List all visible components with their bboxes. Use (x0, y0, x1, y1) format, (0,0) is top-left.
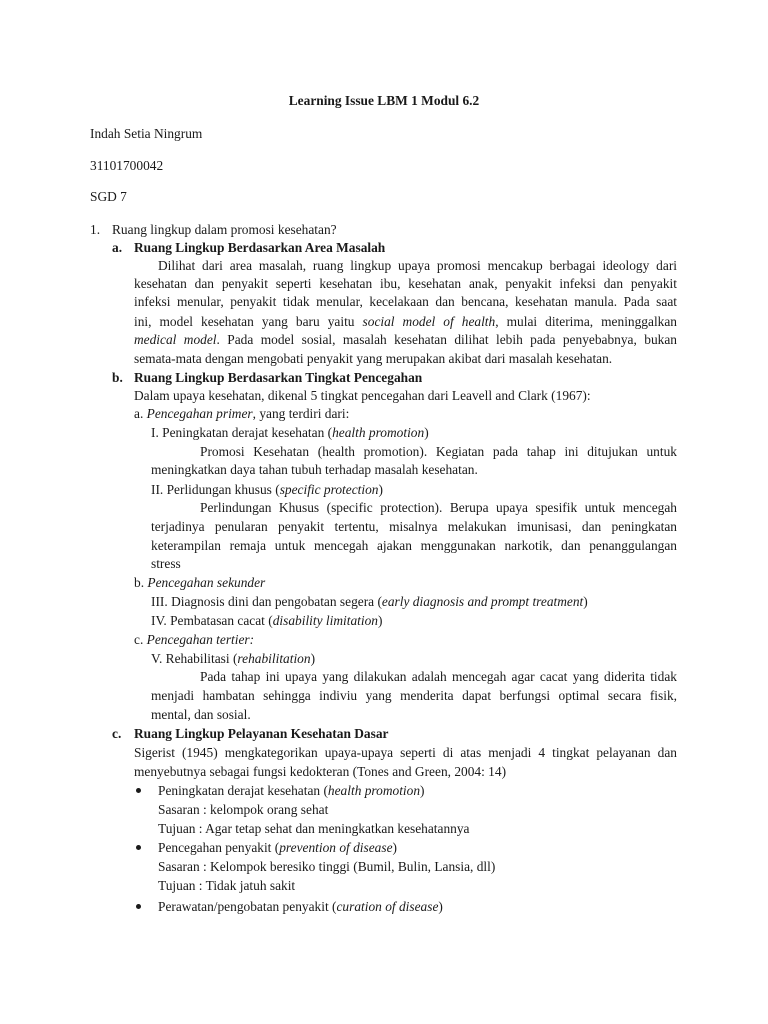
section-a-paragraph-line: ini, model kesehatan yang baru yaitu social model of health, mulai diterima, meninggalkan (134, 314, 677, 329)
question-text: Ruang lingkup dalam promosi kesehatan? (112, 222, 337, 237)
secondary-prevention-label: b. Pencegahan sekunder (134, 575, 266, 590)
section-b-intro: Dalam upaya kesehatan, dikenal 5 tingkat pencegahan dari Leavell and Clark (1967): (134, 388, 591, 403)
document-title: Learning Issue LBM 1 Modul 6.2 (288, 93, 480, 108)
level-iv-item: IV. Pembatasan cacat (disability limitation) (151, 613, 383, 628)
study-group: SGD 7 (90, 189, 127, 204)
level-v-item: V. Rehabilitasi (rehabilitation) (151, 651, 316, 666)
bullet-icon (136, 788, 141, 793)
section-b-heading: Ruang Lingkup Berdasarkan Tingkat Pencegahan (134, 370, 423, 385)
section-c-intro-line: menyebutnya sebagai fungsi kedokteran (Tones and Green, 2004: 14) (134, 764, 507, 779)
section-a-paragraph-line: kesehatan dan penyakit seperti kesehatan ibu, kesehatan anak, penyakit infeksi dan penyakit (134, 276, 677, 291)
section-a-marker: a. (112, 240, 123, 255)
level-iii-item: III. Diagnosis dini dan pengobatan segera (early diagnosis and prompt treatment) (151, 594, 588, 609)
service-item-curation: Perawatan/pengobatan penyakit (curation of disease) (158, 899, 443, 914)
student-id: 31101700042 (90, 158, 164, 173)
section-b-marker: b. (112, 370, 123, 385)
primary-prevention-label: a. Pencegahan primer, yang terdiri dari: (134, 406, 350, 421)
level-i-description-line: Promosi Kesehatan (health promotion). Kegiatan pada tahap ini ditujukan untuk (200, 444, 677, 459)
level-ii-description-line: keterampilan remaja untuk mencegah ajakan menggunakan narkotik, dan penanggulangan (151, 538, 677, 553)
level-ii-description-line: terjadinya penularan penyakit tertentu, misalnya melakukan imunisasi, dan peningkatan (151, 519, 677, 534)
bullet-icon (136, 904, 141, 909)
bullet-icon (136, 845, 141, 850)
level-i-item: I. Peningkatan derajat kesehatan (health promotion) (151, 425, 429, 440)
level-v-description-line: mental, dan sosial. (151, 707, 251, 722)
level-ii-description-line: Perlindungan Khusus (specific protection). Berupa upaya spesifik untuk mencegah (200, 500, 677, 515)
author-name: Indah Setia Ningrum (90, 126, 203, 141)
section-c-marker: c. (112, 726, 122, 741)
section-a-paragraph-line: infeksi menular, penyakit tidak menular, kecelakaan dan bencana, kesehatan manula. Pada saat (134, 294, 677, 309)
level-ii-item: II. Perlidungan khusus (specific protection) (151, 482, 383, 497)
section-a-paragraph-line: semata-mata dengan mengobati penyakit yang merupakan akibat dari masalah kesehatan. (134, 351, 613, 366)
level-v-description-line: menjadi hambatan sehingga indiviu yang menderita dapat berfungsi optimal secara fisik, (151, 688, 677, 703)
section-a-paragraph-line: medical model. Pada model sosial, masalah kesehatan dilihat lebih pada penyebabnya, bukan (134, 332, 677, 347)
service-goal: Tujuan : Agar tetap sehat dan meningkatkan kesehatannya (158, 821, 470, 836)
section-c-heading: Ruang Lingkup Pelayanan Kesehatan Dasar (134, 726, 389, 741)
service-item-prevention: Pencegahan penyakit (prevention of disease) (158, 840, 397, 855)
service-item-promotion: Peningkatan derajat kesehatan (health promotion) (158, 783, 425, 798)
service-target: Sasaran : Kelompok beresiko tinggi (Bumil, Bulin, Lansia, dll) (158, 859, 496, 874)
section-a-heading: Ruang Lingkup Berdasarkan Area Masalah (134, 240, 386, 255)
question-number: 1. (90, 222, 101, 237)
level-i-description-line: meningkatkan daya tahan tubuh terhadap masalah kesehatan. (151, 462, 478, 477)
level-ii-description-line: stress (151, 556, 181, 571)
service-goal: Tujuan : Tidak jatuh sakit (158, 878, 296, 893)
section-c-intro-line: Sigerist (1945) mengkategorikan upaya-upaya seperti di atas menjadi 4 tingkat pelayanan dan (134, 745, 677, 760)
tertiary-prevention-label: c. Pencegahan tertier: (134, 632, 255, 647)
level-v-description-line: Pada tahap ini upaya yang dilakukan adalah mencegah agar cacat yang diderita tidak (200, 669, 677, 684)
section-a-paragraph-line: Dilihat dari area masalah, ruang lingkup upaya promosi mencakup berbagai ideology dari (158, 258, 677, 273)
service-target: Sasaran : kelompok orang sehat (158, 802, 329, 817)
